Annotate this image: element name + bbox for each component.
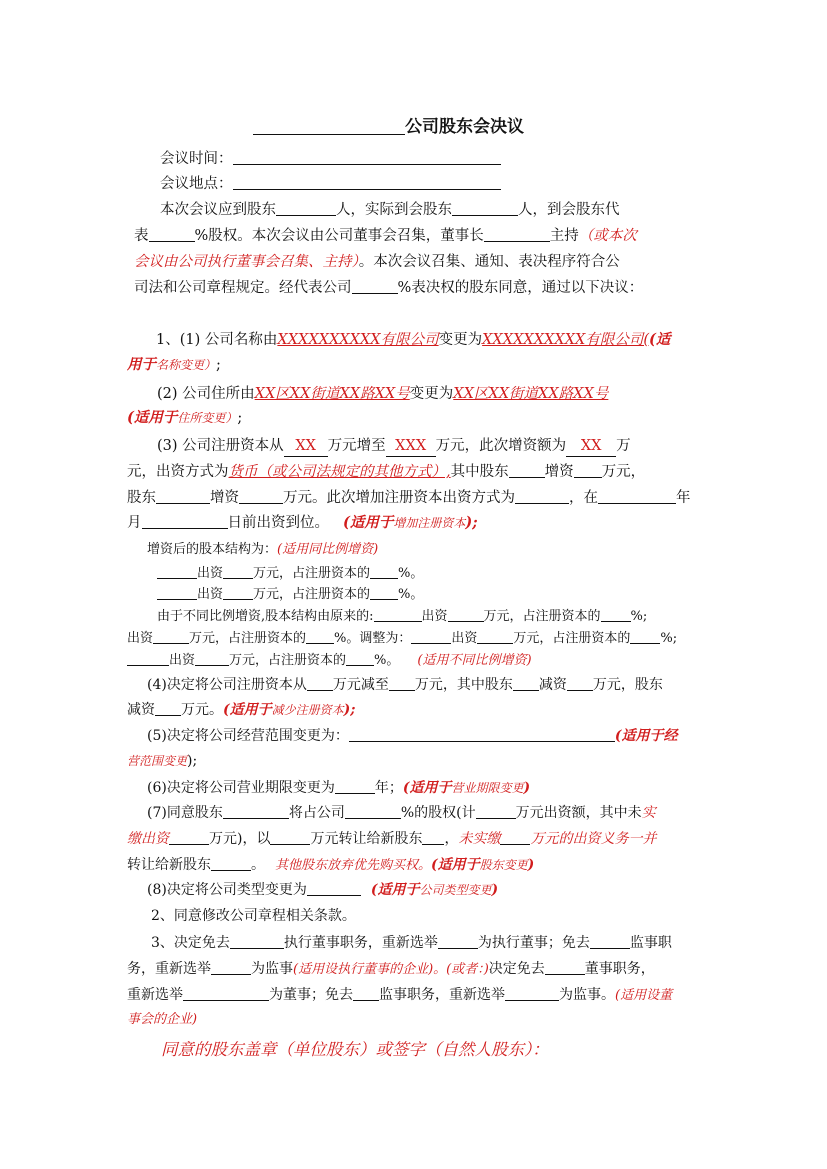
blank[interactable]: [195, 650, 229, 666]
blank[interactable]: [630, 628, 660, 644]
after-increase-row-2: 出资 万元，占注册资本的 %。: [157, 584, 423, 605]
item2-line-2: (适用于住所变更）;: [127, 409, 243, 426]
blank[interactable]: [515, 488, 569, 504]
blank[interactable]: [156, 488, 210, 504]
item3-line-3: 股东 增资 万元。此次增加注册资本出资方式为 ，在 年: [127, 490, 691, 506]
item-directors-line-1: 3、决定免去 执行董事职务，重新选举 为执行董事；免去 监事职: [151, 935, 672, 951]
intro-line-4: 司法和公司章程规定。经代表公司 %表决权的股东同意，通过以下决议：: [134, 280, 644, 296]
meeting-time-blank[interactable]: [233, 149, 501, 165]
title-text: 公司股东会决议: [405, 117, 524, 137]
item3-line-2: 元，出资方式为货币（或公司法规定的其他方式）,其中股东 增资 万元，: [127, 464, 646, 480]
blank[interactable]: [598, 488, 676, 504]
blank[interactable]: [411, 628, 451, 644]
blank[interactable]: [448, 606, 484, 622]
blank[interactable]: [422, 829, 444, 845]
nonprop-line-3: 出资 万元，占注册资本的 %。 (适用不同比例增资): [127, 650, 532, 671]
nonprop-line-2: 出资 万元，占注册资本的 %。调整为： 出资 万元，占注册资本的 %;: [127, 628, 677, 649]
blank[interactable]: [223, 584, 253, 600]
blank[interactable]: [155, 700, 181, 716]
blank[interactable]: [270, 829, 310, 845]
blank[interactable]: [157, 584, 197, 600]
blank[interactable]: [306, 628, 334, 644]
item7-line-2: 缴出资 万元)，以 万元转让给新股东 ，未实缴 万元的出资义务一并: [127, 831, 657, 847]
item7-line-3: 转让给新股东 。 其他股东放弃优先购买权。(适用于股东变更): [127, 857, 535, 873]
item-directors-line-3: 重新选举 为董事；免去 监事职务，重新选举 为监事。(适用设董: [127, 987, 673, 1003]
blank[interactable]: [345, 803, 401, 819]
after-increase-heading: 增资后的股本结构为：(适用同比例增资): [147, 542, 379, 557]
item3-line-1: (3) 公司注册资本从 XX 万元增至 XXX 万元，此次增资额为 XX 万: [157, 436, 631, 457]
blank[interactable]: [142, 513, 228, 529]
item2-line-1: (2) 公司住所由XX区XX街道XX路XX号变更为XX区XX街道XX路XX号: [157, 386, 609, 402]
blank[interactable]: [567, 675, 593, 691]
blank[interactable]: [352, 278, 398, 294]
meeting-time-label: 会议时间：: [160, 151, 233, 167]
blank[interactable]: [149, 226, 195, 242]
blank[interactable]: [438, 933, 478, 949]
company-name-blank[interactable]: [253, 116, 405, 135]
item3-line-4: 月 日前出资到位。 (适用于增加注册资本);: [127, 514, 478, 531]
blank[interactable]: [223, 563, 253, 579]
item5-line-2: 营范围变更);: [127, 753, 198, 769]
blank[interactable]: [211, 855, 251, 871]
intro-line-1: 本次会议应到股东 人，实际到会股东 人，到会股东代: [160, 202, 620, 218]
blank[interactable]: [276, 200, 336, 216]
blank[interactable]: [477, 628, 513, 644]
intro-line-3: 会议由公司执行董事会召集、主持）。本次会议召集、通知、表决程序符合公: [134, 254, 620, 270]
blank[interactable]: [370, 563, 398, 579]
item5-line-1: (5)决定将公司经营范围变更为： (适用于经: [147, 728, 678, 744]
item4-line-2: 减资 万元。(适用于减少注册资本);: [127, 702, 356, 718]
meeting-place-blank[interactable]: [233, 174, 501, 190]
blank[interactable]: [307, 675, 333, 691]
document-title: [253, 112, 524, 137]
blank[interactable]: [353, 985, 379, 1001]
business-scope-blank[interactable]: [349, 726, 615, 742]
blank[interactable]: [513, 675, 539, 691]
item1-line-2: 用于名称变更）;: [127, 356, 221, 373]
intro-line-2: 表 %股权。本次会议由公司董事会召集，董事长 主持（或本次: [134, 228, 637, 244]
blank[interactable]: [476, 803, 516, 819]
blank[interactable]: [370, 584, 398, 600]
blank[interactable]: [153, 628, 189, 644]
signature-prompt: 同意的股东盖章（单位股东）或签字（自然人股东）：: [161, 1040, 549, 1059]
blank[interactable]: [505, 985, 559, 1001]
blank[interactable]: [157, 563, 197, 579]
blank[interactable]: [211, 959, 251, 975]
item-directors-line-4: 事会的企业): [127, 1012, 198, 1027]
meeting-place-label: 会议地点：: [160, 176, 233, 192]
item6-line: (6)决定将公司营业期限变更为 年；(适用于营业期限变更): [147, 780, 531, 796]
item-amend-articles: 2、同意修改公司章程相关条款。: [151, 908, 356, 924]
blank[interactable]: [223, 803, 289, 819]
blank[interactable]: [500, 829, 530, 845]
item7-line-1: (7)同意股东 将占公司 %的股权(计 万元出资额，其中未实: [147, 805, 656, 821]
blank[interactable]: [230, 933, 284, 949]
nonprop-line-1: 由于不同比例增资,股本结构由原来的: 出资 万元，占注册资本的 %;: [157, 606, 647, 627]
blank[interactable]: [183, 985, 269, 1001]
blank[interactable]: [509, 462, 545, 478]
blank[interactable]: [389, 675, 415, 691]
blank[interactable]: [574, 462, 602, 478]
blank[interactable]: [346, 650, 374, 666]
item4-line-1: (4)决定将公司注册资本从 万元减至 万元，其中股东 减资 万元，股东: [147, 677, 663, 693]
blank[interactable]: [601, 606, 631, 622]
blank[interactable]: [169, 829, 209, 845]
blank[interactable]: [307, 880, 361, 896]
blank[interactable]: [239, 488, 283, 504]
item8-line: (8)决定将公司类型变更为 (适用于公司类型变更): [147, 882, 499, 898]
blank[interactable]: [127, 650, 169, 666]
after-increase-row-1: 出资 万元，占注册资本的 %。: [157, 563, 423, 584]
blank[interactable]: [545, 959, 585, 975]
blank[interactable]: [374, 606, 422, 622]
blank[interactable]: [590, 933, 630, 949]
blank[interactable]: [335, 778, 375, 794]
item-directors-line-2: 务，重新选举 为监事(适用设执行董事的企业)。(或者：)决定免去 董事职务，: [127, 961, 655, 977]
item1-line-1: 1、(1) 公司名称由XXXXXXXXXX有限公司变更为XXXXXXXXXX有限公司((适: [156, 331, 671, 348]
meeting-time-row: [160, 149, 501, 169]
blank[interactable]: [452, 200, 518, 216]
blank[interactable]: [484, 226, 550, 242]
meeting-place-row: [160, 174, 501, 194]
